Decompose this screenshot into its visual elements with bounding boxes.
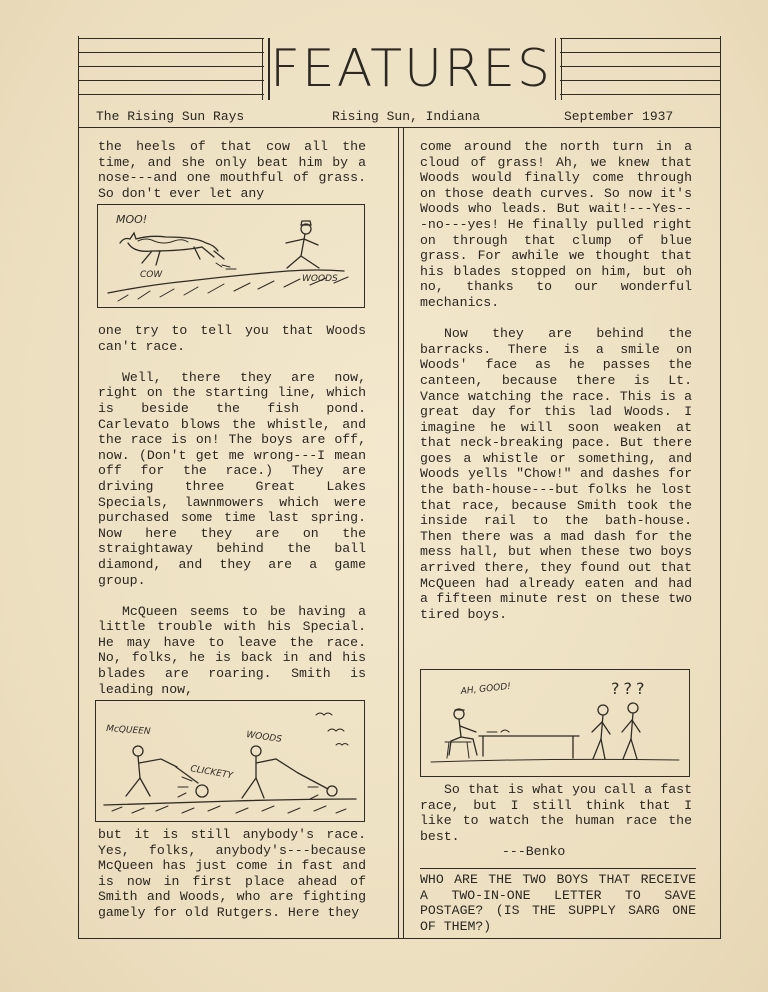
paragraph: the heels of that cow all the time, and she only beat him by a nose---and one mouthful of grass. So don't ever let any bbox=[98, 139, 366, 201]
column-divider bbox=[403, 128, 404, 938]
cartoon-cow-race bbox=[97, 204, 365, 308]
left-column-bottom bbox=[98, 827, 366, 921]
masthead-rule bbox=[78, 38, 264, 39]
masthead-rule bbox=[78, 94, 264, 95]
right-column-closing bbox=[420, 782, 692, 860]
masthead-rule bbox=[560, 66, 720, 67]
cartoon-label: CLICKETY bbox=[189, 764, 234, 782]
cartoon-label: ??? bbox=[611, 679, 649, 698]
question-divider bbox=[420, 868, 696, 869]
masthead-rule bbox=[560, 52, 720, 53]
masthead-rule bbox=[78, 80, 264, 81]
paragraph: McQueen seems to be having a little trouble with his Special. He may have to leave the race. No, folks, he is back in and his blades are roaring. Smith is leading now, bbox=[98, 603, 366, 697]
cow-race-drawing bbox=[98, 205, 364, 307]
paragraph: one try to tell you that Woods can't race. bbox=[98, 323, 366, 354]
question-box: WHO ARE THE TWO BOYS THAT RECEIVE A TWO-IN-ONE LETTER TO SAVE POSTAGE? (IS THE SUPPLY SARG ONE OF THEM?) bbox=[420, 872, 696, 934]
author-signature: ---Benko bbox=[502, 844, 566, 860]
frame-top-rule bbox=[78, 127, 720, 128]
frame-bottom-rule bbox=[78, 938, 720, 939]
masthead-rule bbox=[560, 80, 720, 81]
publication-name: The Rising Sun Rays bbox=[96, 109, 245, 124]
right-column-top bbox=[420, 139, 692, 622]
masthead-rule bbox=[560, 94, 720, 95]
paragraph: Well, there they are now, right on the starting line, which is beside the fish pond. Carlevato blows the whistle, and the race is on! The boys are off, now. (Don't get me wrong---I mean off for the race.) They are driving three Great Lakes Specials, lawnmowers which were purchased some time last spring. Now here they are on the straightaway behind the ball diamond, and they are a game group. bbox=[98, 369, 366, 588]
paragraph: but it is still anybody's race. Yes, folks, anybody's---because McQueen has just come in fast and is now in first place ahead of Smith and Woods, who are fighting gamely for old Rutgers. Here they bbox=[98, 827, 366, 920]
masthead-title: FEATURES bbox=[269, 39, 553, 99]
publication-location: Rising Sun, Indiana bbox=[332, 109, 481, 124]
cartoon-label: AH, GOOD! bbox=[460, 681, 512, 697]
mower-race-drawing bbox=[96, 701, 364, 821]
cartoon-label: WOODS bbox=[302, 274, 338, 284]
frame-right-rule bbox=[720, 36, 721, 939]
masthead-rule bbox=[560, 38, 720, 39]
paragraph: Now they are behind the barracks. There is a smile on Woods' face as he passes the canteen, because there is Lt. Vance watching the race. This is a great day for this lad Woods. I imagine he will soon weaken at that neck-breaking pace. But there goes a whistle or something, and Woods yells "Chow!" and dashes for the bath-house---but folks he lost that race, because Smith took the inside rail to the bath-house. Then there was a mad dash for the mess hall, but when these two boys arrived there, they found out that McQueen had already eaten and had a fifteen minute rest on these two tired boys. bbox=[420, 326, 692, 622]
left-column-top bbox=[98, 139, 366, 201]
left-column-middle bbox=[98, 323, 366, 697]
frame-left-rule bbox=[78, 36, 79, 939]
paragraph: come around the north turn in a cloud of grass! Ah, we knew that Woods would finally come through on those death curves. So now it's Woods who leads. But wait!---Yes---no---yes! He finally pulled right on through that clump of blue grass. For awhile we thought that his blades stopped on him, but oh no, thanks to our wonderful mechanics. bbox=[420, 139, 692, 310]
cartoon-label: MOO! bbox=[116, 213, 148, 226]
cartoon-mess-hall bbox=[420, 669, 690, 777]
mess-hall-drawing bbox=[421, 670, 689, 776]
paragraph: So that is what you call a fast race, but I still think that I like to watch the human race the best. bbox=[420, 782, 692, 844]
cartoon-label: WOODS bbox=[245, 730, 283, 745]
cartoon-label: COW bbox=[140, 270, 163, 280]
masthead-rule bbox=[78, 66, 264, 67]
publication-date: September 1937 bbox=[564, 109, 674, 124]
dateline bbox=[78, 106, 720, 128]
column-divider bbox=[398, 128, 399, 938]
cartoon-label: McQUEEN bbox=[105, 724, 151, 738]
masthead-rule bbox=[78, 52, 264, 53]
cartoon-mower-race bbox=[95, 700, 365, 822]
